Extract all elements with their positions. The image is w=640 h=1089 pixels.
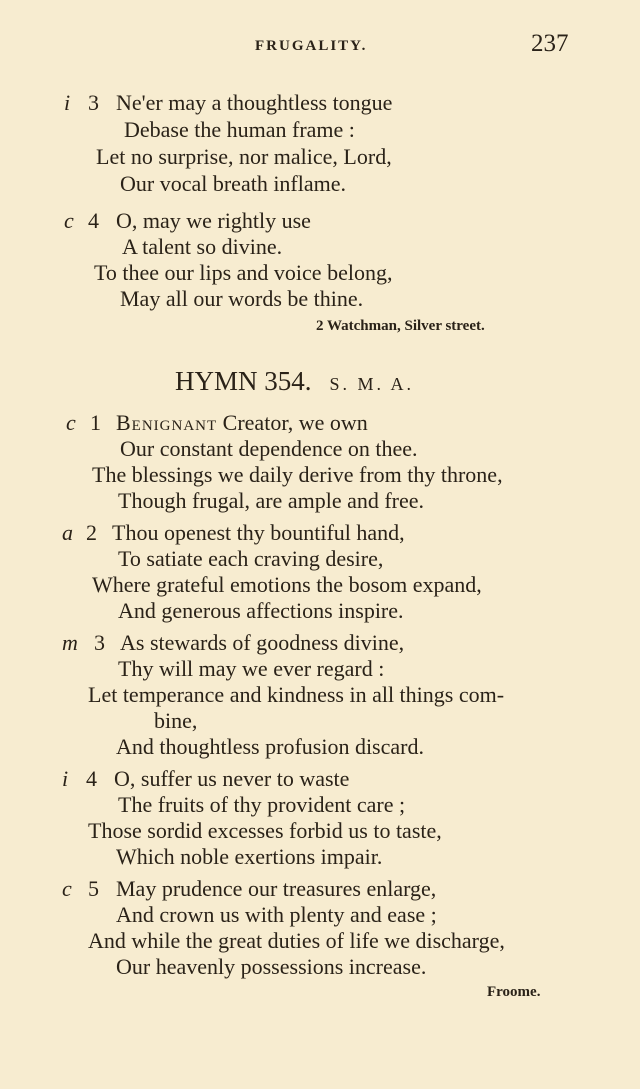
verse-line: Where grateful emotions the bosom expand, bbox=[92, 572, 482, 597]
stanza-mark: c bbox=[62, 876, 72, 901]
verse-line: As stewards of goodness divine, bbox=[120, 630, 405, 655]
verse-line: Thy will may we ever regard : bbox=[118, 656, 385, 681]
stanza-number: 1 bbox=[90, 410, 101, 435]
verse-line: Ne'er may a thoughtless tongue bbox=[116, 90, 393, 115]
verse-line: O, may we rightly use bbox=[116, 208, 311, 233]
stanza-mark: a bbox=[62, 520, 73, 545]
verse-line: A talent so divine. bbox=[122, 234, 283, 259]
page-number: 237 bbox=[531, 30, 569, 57]
verse-line: And thoughtless profusion discard. bbox=[116, 734, 424, 759]
verse-line: And generous affections inspire. bbox=[118, 598, 404, 623]
verse-line: bine, bbox=[154, 708, 198, 733]
verse-line: Which noble exertions impair. bbox=[116, 844, 383, 869]
stanza-mark: c bbox=[64, 208, 74, 233]
tune-credit: 2 Watchman, Silver street. bbox=[316, 318, 485, 334]
verse-line: To satiate each craving desire, bbox=[118, 546, 384, 571]
verse-line: Thou openest thy bountiful hand, bbox=[112, 520, 405, 545]
verse-line: And while the great duties of life we discharge, bbox=[88, 928, 505, 953]
verse-line: The fruits of thy provident care ; bbox=[118, 792, 406, 817]
stanza-number: 5 bbox=[88, 876, 99, 901]
hymn-heading bbox=[175, 366, 414, 397]
verse-line: Let no surprise, nor malice, Lord, bbox=[96, 144, 392, 169]
verse-line: O, suffer us never to waste bbox=[114, 766, 350, 791]
verse-line: Benignant Creator, we own bbox=[116, 410, 368, 435]
stanza-number: 4 bbox=[86, 766, 97, 791]
hymn-meter: S. M. A. bbox=[329, 374, 415, 394]
stanza-number: 2 bbox=[86, 520, 97, 545]
stanza-mark: i bbox=[62, 766, 69, 791]
verse-line: Though frugal, are ample and free. bbox=[118, 488, 425, 513]
verse-line: Our vocal breath inflame. bbox=[120, 171, 347, 196]
first-word: Benignant bbox=[116, 410, 218, 435]
hymn-title: HYMN 354. bbox=[175, 366, 312, 396]
stanza-mark: i bbox=[64, 90, 71, 115]
stanza-number: 3 bbox=[94, 630, 105, 655]
verse-line: May all our words be thine. bbox=[120, 286, 364, 311]
stanza-number: 4 bbox=[88, 208, 99, 233]
verse-line: Those sordid excesses forbid us to taste, bbox=[88, 818, 442, 843]
verse-line: The blessings we daily derive from thy throne, bbox=[92, 462, 503, 487]
tune-credit: Froome. bbox=[487, 984, 541, 1000]
verse-line: Let temperance and kindness in all things com- bbox=[88, 682, 505, 707]
stanza-mark: c bbox=[66, 410, 76, 435]
verse-line: Debase the human frame : bbox=[124, 117, 355, 142]
verse-line: To thee our lips and voice belong, bbox=[94, 260, 393, 285]
verse-line: Our constant dependence on thee. bbox=[120, 436, 418, 461]
stanza-mark: m bbox=[62, 630, 78, 655]
stanza-number: 3 bbox=[88, 90, 99, 115]
running-header: FRUGALITY. bbox=[255, 38, 368, 54]
verse-line: And crown us with plenty and ease ; bbox=[116, 902, 437, 927]
verse-line: May prudence our treasures enlarge, bbox=[116, 876, 437, 901]
verse-line: Our heavenly possessions increase. bbox=[116, 954, 427, 979]
